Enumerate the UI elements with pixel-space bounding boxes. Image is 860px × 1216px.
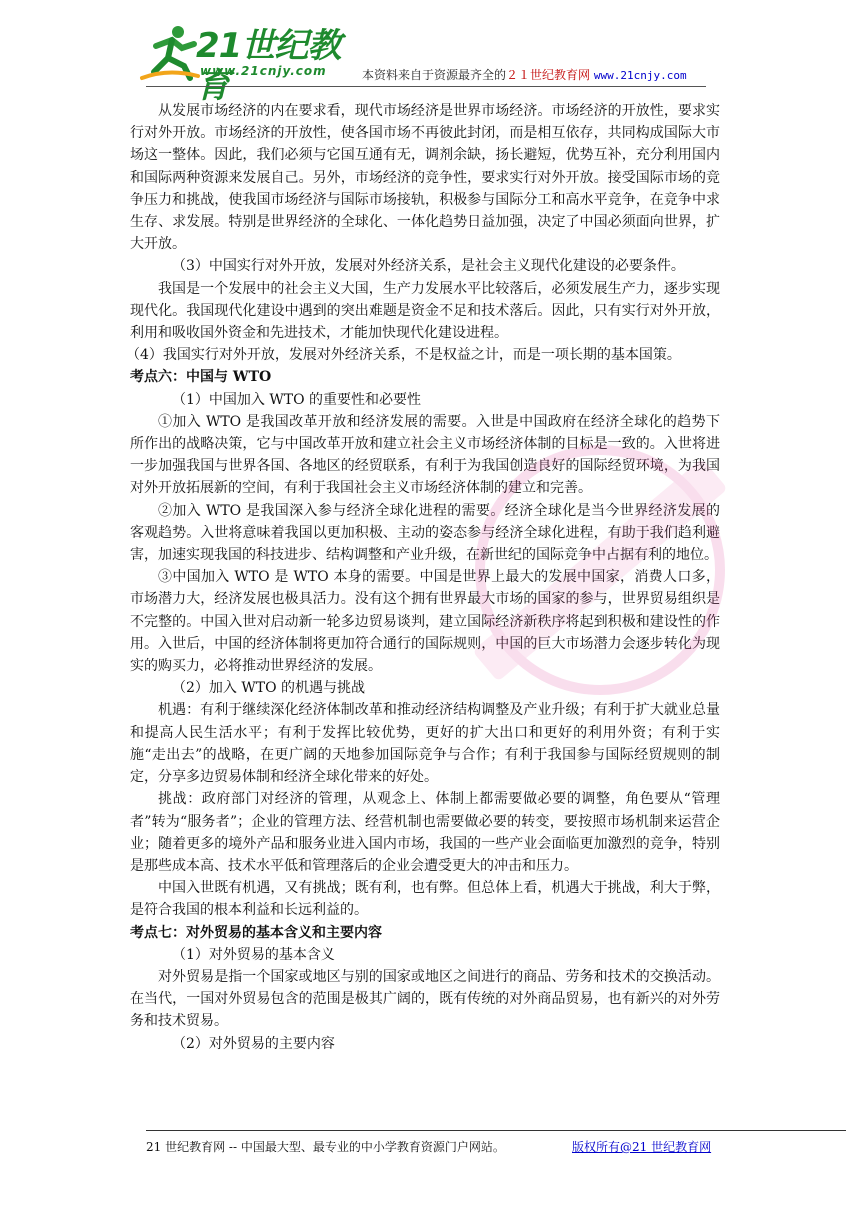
logo-brand-text: 21世纪教育 bbox=[196, 26, 341, 106]
header-divider bbox=[146, 86, 706, 87]
page-header bbox=[0, 0, 860, 106]
logo-url-text: www.21cnjy.com bbox=[200, 64, 327, 78]
subheading: （3）中国实行对外开放，发展对外经济关系，是社会主义现代化建设的必要条件。 bbox=[172, 258, 685, 275]
paragraph: 中国入世既有机遇，又有挑战；既有利，也有弊。但总体上看，机遇大于挑战，利大于弊，是符合我国的根本利益和长远利益的。 bbox=[130, 880, 720, 919]
subheading: （2）加入 WTO 的机遇与挑战 bbox=[172, 680, 366, 697]
paragraph: 挑战：政府部门对经济的管理，从观念上、体制上都需要做必要的调整，角色要从“管理者”转为“服务者”；企业的管理方法、经营机制也需要做必要的转变，要按照市场机制来运营企业；随着更多的境外产品和服务业进入国内市场，我国的一些产业会面临更加激烈的竞争，特别是那些成本高、技术水平低和管理落后的企业会遭受更大的冲击和压力。 bbox=[130, 791, 720, 874]
paragraph: 机遇：有利于继续深化经济体制改革和推动经济结构调整及产业升级；有利于扩大就业总量和提高人民生活水平；有利于发挥比较优势，更好的扩大出口和更好的利用外资；有利于实施“走出去”的战略，在更广阔的天地参加国际竞争与合作；有利于我国参与国际经贸规则的制定，分享多边贸易体制和经济全球化带来的好处。 bbox=[130, 702, 720, 786]
paragraph: 从发展市场经济的内在要求看，现代市场经济是世界市场经济。市场经济的开放性，要求实行对外开放。市场经济的开放性，使各国市场不再彼此封闭，而是相互依存，共同构成国际大市场这一整体。因此，我们必须与它国互通有无，调剂余缺，扬长避短，优势互补，充分利用国内和国际两种资源来发展自己。另外，市场经济的竞争性，要求实行对外开放。接受国际市场的竞争压力和挑战，使我国市场经济与国际市场接轨，积极参与国际分工和高水平竞争，在竞争中求生存、求发展。特别是世界经济的全球化、一体化趋势日益加强，决定了中国必须面向世界，扩大开放。 bbox=[130, 103, 720, 253]
footer-copyright-link[interactable]: 版权所有@21 世纪教育网 bbox=[572, 1140, 712, 1154]
header-note-highlight[interactable]: ２１世纪教育网 bbox=[506, 68, 591, 82]
subheading: （1）中国加入 WTO 的重要性和必要性 bbox=[172, 391, 422, 408]
header-note bbox=[362, 66, 687, 83]
paragraph: 对外贸易是指一个国家或地区与别的国家或地区之间进行的商品、劳务和技术的交换活动。在当代，一国对外贸易包含的范围是极其广阔的，既有传统的对外商品贸易，也有新兴的对外劳务和技术贸易。 bbox=[130, 968, 720, 1030]
document-body bbox=[126, 100, 720, 1055]
paragraph: ③中国加入 WTO 是 WTO 本身的需要。中国是世界上最大的发展中国家，消费人口多，市场潜力大，经济发展也极具活力。没有这个拥有世界最大市场的国家的参与，世界贸易组织是不完整的。中国入世对启动新一轮多边贸易谈判，建立国际经济新秩序将起到积极和建设性的作用。入世后，中国的经济体制将更加符合通行的国际规则，中国的巨大市场潜力会逐步转化为现实的购买力，必将推动世界经济的发展。 bbox=[130, 569, 720, 675]
runner-logo-icon bbox=[138, 22, 202, 82]
paragraph: ②加入 WTO 是我国深入参与经济全球化进程的需要。经济全球化是当今世界经济发展的客观趋势。入世将意味着我国以更加积极、主动的姿态参与经济全球化进程，有助于我们趋利避害，加速实现我国的科技进步、结构调整和产业升级，在新世纪的国际竞争中占据有利的地位。 bbox=[130, 502, 720, 564]
logo bbox=[138, 22, 358, 106]
footer-site-text: 21 世纪教育网 -- 中国最大型、最专业的中小学教育资源门户网站。 bbox=[146, 1140, 505, 1154]
paragraph: （4）我国实行对外开放，发展对外经济关系，不是权益之计，而是一项长期的基本国策。 bbox=[126, 347, 681, 364]
header-note-url[interactable]: www.21cnjy.com bbox=[593, 69, 687, 82]
paragraph: ①加入 WTO 是我国改革开放和经济发展的需要。入世是中国政府在经济全球化的趋势下所作出的战略决策，它与中国改革开放和建立社会主义市场经济体制的目标是一致的。入世将进一步加强我国与世界各国、各地区的经贸联系，有利于为我国创造良好的国际经贸环境，为我国对外开放拓展新的空间，有利于我国社会主义市场经济体制的建立和完善。 bbox=[130, 413, 720, 497]
header-note-prefix: 本资料来自于资源最齐全的 bbox=[362, 68, 507, 82]
footer-divider bbox=[146, 1130, 846, 1131]
section-heading: 考点七：对外贸易的基本含义和主要内容 bbox=[130, 924, 382, 941]
subheading: （1）对外贸易的基本含义 bbox=[172, 946, 335, 963]
section-heading: 考点六：中国与 WTO bbox=[130, 369, 272, 386]
subheading: （2）对外贸易的主要内容 bbox=[172, 1035, 335, 1052]
paragraph: 我国是一个发展中的社会主义大国，生产力发展水平比较落后，必须发展生产力，逐步实现现代化。我国现代化建设中遇到的突出难题是资金不足和技术落后。因此，只有实行对外开放，利用和吸收国外资金和先进技术，才能加快现代化建设进程。 bbox=[130, 280, 720, 342]
